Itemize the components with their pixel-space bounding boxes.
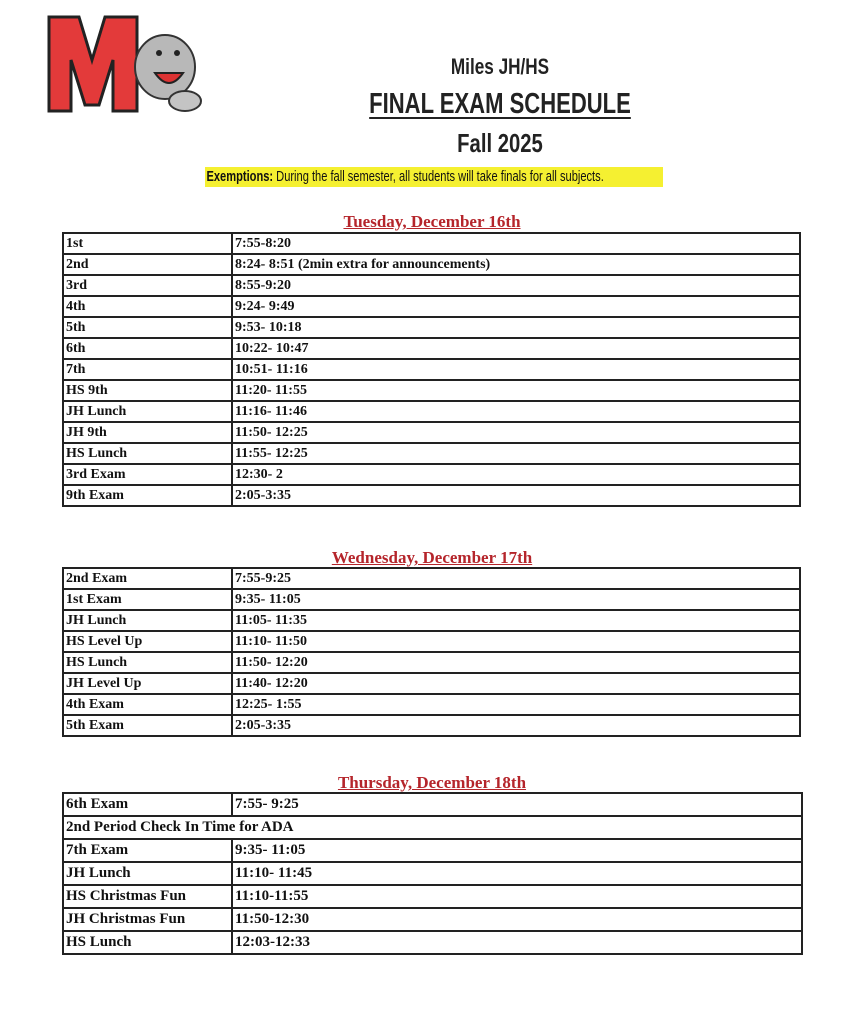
time-cell: 8:24- 8:51 (2min extra for announcements) [232, 254, 800, 275]
period-cell: JH 9th [63, 422, 232, 443]
time-cell: 11:40- 12:20 [232, 673, 800, 694]
table-row [63, 862, 802, 885]
time-cell: 9:35- 11:05 [232, 589, 800, 610]
period-cell: 4th Exam [63, 694, 232, 715]
table-row [63, 715, 800, 736]
period-cell: JH Lunch [63, 401, 232, 422]
table-row [63, 422, 800, 443]
time-cell: 8:55-9:20 [232, 275, 800, 296]
miles-bulldog-logo [47, 15, 207, 115]
period-cell: HS 9th [63, 380, 232, 401]
table-row [63, 931, 802, 954]
period-cell: JH Christmas Fun [63, 908, 232, 931]
table-row [63, 793, 802, 816]
schedule-table [62, 232, 801, 507]
time-cell: 11:16- 11:46 [232, 401, 800, 422]
table-row [63, 610, 800, 631]
period-cell: HS Lunch [63, 652, 232, 673]
day-heading: Tuesday, December 16th [343, 212, 521, 231]
exemptions-label: Exemptions: [206, 168, 274, 185]
period-cell: 7th [63, 359, 232, 380]
table-row [63, 254, 800, 275]
period-cell: 2nd [63, 254, 232, 275]
school-name: Miles JH/HS [450, 54, 550, 79]
time-cell: 10:51- 11:16 [232, 359, 800, 380]
time-cell: 7:55-8:20 [232, 233, 800, 254]
time-cell: 12:03-12:33 [232, 931, 802, 954]
table-row [63, 589, 800, 610]
table-row [63, 694, 800, 715]
table-row [63, 359, 800, 380]
time-cell: 9:53- 10:18 [232, 317, 800, 338]
period-cell: HS Level Up [63, 631, 232, 652]
period-cell: 7th Exam [63, 839, 232, 862]
time-cell: 11:55- 12:25 [232, 443, 800, 464]
table-row [63, 631, 800, 652]
table-row [63, 485, 800, 506]
period-cell: 4th [63, 296, 232, 317]
table-row [63, 652, 800, 673]
table-row [63, 338, 800, 359]
time-cell: 9:35- 11:05 [232, 839, 802, 862]
period-cell: 6th Exam [63, 793, 232, 816]
period-cell: JH Level Up [63, 673, 232, 694]
time-cell: 7:55- 9:25 [232, 793, 802, 816]
table-row [63, 401, 800, 422]
time-cell: 12:30- 2 [232, 464, 800, 485]
period-cell: 5th [63, 317, 232, 338]
time-cell: 2:05-3:35 [232, 715, 800, 736]
period-cell: HS Lunch [63, 443, 232, 464]
table-row [63, 816, 802, 839]
table-row [63, 673, 800, 694]
period-cell: 1st Exam [63, 589, 232, 610]
time-cell: 11:50- 12:25 [232, 422, 800, 443]
time-cell: 2:05-3:35 [232, 485, 800, 506]
table-row [63, 275, 800, 296]
time-cell: 11:20- 11:55 [232, 380, 800, 401]
page-title: FINAL EXAM SCHEDULE [369, 88, 631, 120]
table-row [63, 839, 802, 862]
table-row [63, 233, 800, 254]
table-row [63, 296, 800, 317]
period-cell: 3rd Exam [63, 464, 232, 485]
time-cell: 10:22- 10:47 [232, 338, 800, 359]
time-cell: 11:10- 11:45 [232, 862, 802, 885]
period-cell: JH Lunch [63, 610, 232, 631]
period-cell: HS Christmas Fun [63, 885, 232, 908]
period-cell: 3rd [63, 275, 232, 296]
day-heading: Wednesday, December 17th [331, 548, 533, 567]
period-cell: JH Lunch [63, 862, 232, 885]
time-cell: 11:05- 11:35 [232, 610, 800, 631]
time-cell: 9:24- 9:49 [232, 296, 800, 317]
time-cell: 11:10-11:55 [232, 885, 802, 908]
time-cell: 12:25- 1:55 [232, 694, 800, 715]
exemptions-text: During the fall semester, all students will take finals for all subjects. [273, 168, 604, 185]
period-cell: 6th [63, 338, 232, 359]
table-row [63, 885, 802, 908]
schedule-table [62, 792, 803, 955]
note-cell: 2nd Period Check In Time for ADA [63, 816, 802, 839]
exemptions-note [205, 167, 663, 187]
time-cell: 7:55-9:25 [232, 568, 800, 589]
table-row [63, 464, 800, 485]
time-cell: 11:50- 12:20 [232, 652, 800, 673]
time-cell: 11:50-12:30 [232, 908, 802, 931]
period-cell: 2nd Exam [63, 568, 232, 589]
table-row [63, 443, 800, 464]
table-row [63, 380, 800, 401]
time-cell: 11:10- 11:50 [232, 631, 800, 652]
table-row [63, 317, 800, 338]
period-cell: 5th Exam [63, 715, 232, 736]
table-row [63, 568, 800, 589]
schedule-table [62, 567, 801, 737]
period-cell: 9th Exam [63, 485, 232, 506]
term-label: Fall 2025 [457, 128, 543, 158]
day-heading: Thursday, December 18th [337, 773, 527, 792]
table-row [63, 908, 802, 931]
period-cell: HS Lunch [63, 931, 232, 954]
period-cell: 1st [63, 233, 232, 254]
